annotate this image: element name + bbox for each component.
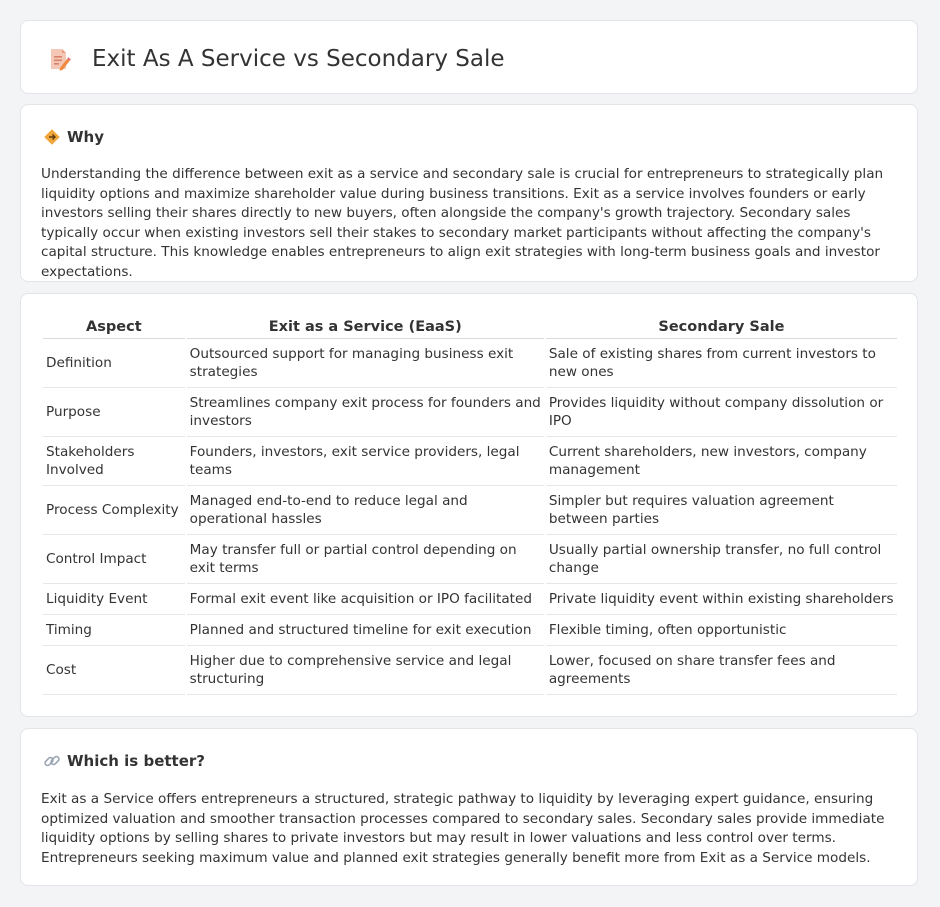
table-row: [43, 615, 897, 646]
table-row: [43, 339, 897, 388]
row-aspect: Process Complexity: [43, 486, 185, 535]
row-secondary: Private liquidity event within existing shareholders: [546, 584, 897, 615]
row-secondary: Provides liquidity without company dissolution or IPO: [546, 388, 897, 437]
row-aspect: Timing: [43, 615, 185, 646]
header-aspect: Aspect: [43, 316, 185, 339]
row-aspect: Stakeholders Involved: [43, 437, 185, 486]
comparison-table: [41, 316, 899, 695]
row-eaas: Founders, investors, exit service providers, legal teams: [187, 437, 544, 486]
row-secondary: Lower, focused on share transfer fees and agreements: [546, 646, 897, 695]
row-aspect: Purpose: [43, 388, 185, 437]
row-secondary: Sale of existing shares from current investors to new ones: [546, 339, 897, 388]
row-eaas: Outsourced support for managing business exit strategies: [187, 339, 544, 388]
which-is-better-section: [20, 728, 918, 886]
better-body: Exit as a Service offers entrepreneurs a structured, strategic pathway to liquidity by leveraging expert guidance, ensuring optimized valuation and smoother transaction processes compared to secondary sales. Secondary sales provide immediate liquidity options by selling shares to private investors but may result in lower valuations and less control over terms. Entrepreneurs seeking maximum value and planned exit strategies generally benefit more from Exit as a Service models.: [41, 791, 885, 866]
table-header-row: [43, 316, 897, 339]
row-eaas: Higher due to comprehensive service and legal structuring: [187, 646, 544, 695]
better-heading-row: [43, 751, 205, 771]
table-row: [43, 646, 897, 695]
page-title: Exit As A Service vs Secondary Sale: [92, 46, 505, 72]
row-eaas: Managed end-to-end to reduce legal and operational hassles: [187, 486, 544, 535]
table-row: [43, 535, 897, 584]
title-card: [20, 20, 918, 94]
row-secondary: Current shareholders, new investors, company management: [546, 437, 897, 486]
table-row: [43, 486, 897, 535]
row-secondary: Simpler but requires valuation agreement between parties: [546, 486, 897, 535]
row-aspect: Liquidity Event: [43, 584, 185, 615]
row-aspect: Cost: [43, 646, 185, 695]
table-row: [43, 584, 897, 615]
why-body: Understanding the difference between exit as a service and secondary sale is crucial for entrepreneurs to strategically plan liquidity options and maximize shareholder value during business transitions. Exit as a service involves founders or early investors selling their shares directly to new buyers, often alongside the company's growth trajectory. Secondary sales typically occur when existing investors sell their stakes to secondary market participants without affecting the company's capital structure. This knowledge enables entrepreneurs to align exit strategies with long-term business goals and investor expectations.: [41, 166, 884, 280]
link-icon: [43, 752, 61, 770]
row-aspect: Control Impact: [43, 535, 185, 584]
table-row: [43, 388, 897, 437]
table-row: [43, 437, 897, 486]
why-heading: Why: [67, 128, 105, 146]
row-eaas: May transfer full or partial control depending on exit terms: [187, 535, 544, 584]
header-secondary-sale: Secondary Sale: [546, 316, 897, 339]
why-section: [20, 104, 918, 282]
header-eaas: Exit as a Service (EaaS): [187, 316, 544, 339]
diamond-arrows-icon: [43, 128, 61, 146]
row-eaas: Planned and structured timeline for exit execution: [187, 615, 544, 646]
row-secondary: Flexible timing, often opportunistic: [546, 615, 897, 646]
row-aspect: Definition: [43, 339, 185, 388]
comparison-section: [20, 293, 918, 717]
document-pen-icon: [47, 47, 71, 71]
row-secondary: Usually partial ownership transfer, no full control change: [546, 535, 897, 584]
better-heading: Which is better?: [67, 752, 205, 770]
why-heading-row: [43, 127, 104, 147]
row-eaas: Streamlines company exit process for founders and investors: [187, 388, 544, 437]
row-eaas: Formal exit event like acquisition or IPO facilitated: [187, 584, 544, 615]
